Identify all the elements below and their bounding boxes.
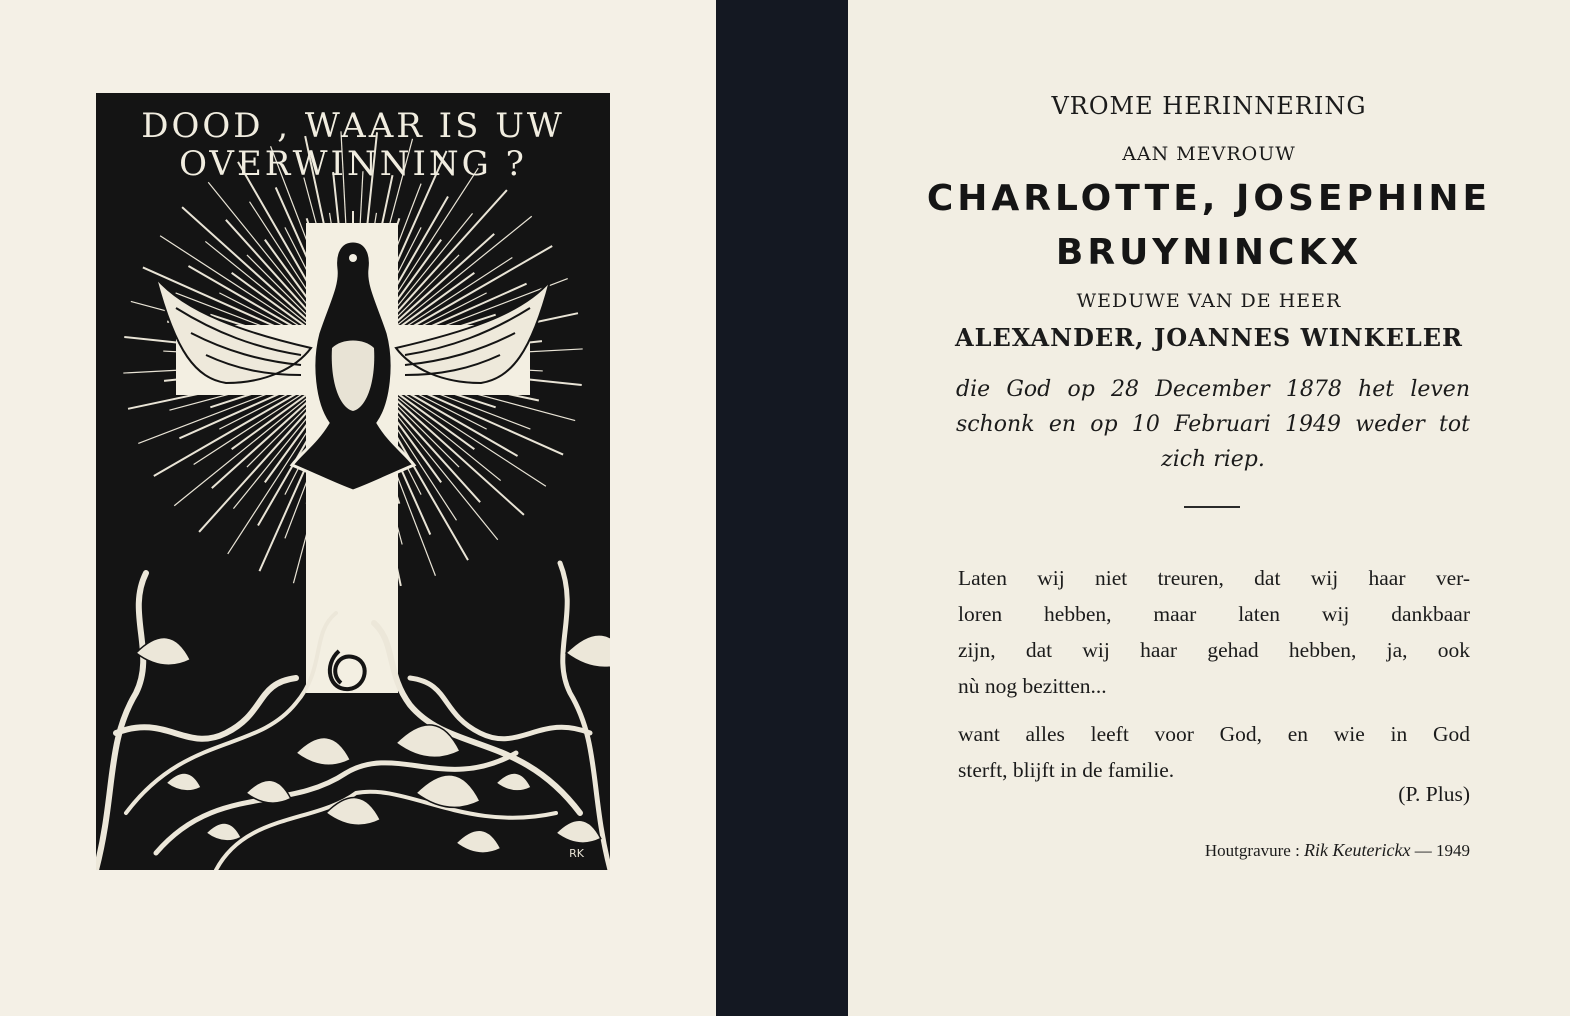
dates-line-2: schonk en op 10 Februari 1949 weder tot bbox=[956, 412, 1470, 437]
dates-line-3: zich riep. bbox=[1161, 447, 1265, 472]
quote-paragraph-1 bbox=[958, 560, 1470, 704]
quote1-line-2: loren hebben, maar laten wij dankbaar bbox=[958, 602, 1470, 626]
quote-paragraph-2 bbox=[958, 716, 1470, 788]
woodcut-title-line-1: DOOD , WAAR IS UW bbox=[141, 106, 565, 146]
woodcut-illustration bbox=[96, 93, 610, 870]
right-card-panel bbox=[848, 0, 1570, 1016]
engraving-credit bbox=[1205, 840, 1470, 861]
quote2-line-1: want alles leeft voor God, en wie in God bbox=[958, 722, 1470, 746]
credit-label: Houtgravure : bbox=[1204, 841, 1300, 860]
artist-monogram: RK bbox=[569, 847, 584, 860]
dates-line-1: die God op 28 December 1878 het leven bbox=[956, 377, 1470, 402]
quote2-line-2: sterft, blijft in de familie. bbox=[958, 758, 1175, 782]
quote1-line-1: Laten wij niet treuren, dat wij haar ver- bbox=[958, 566, 1470, 590]
addressed-to: AAN MEVROUW bbox=[1122, 143, 1296, 165]
deceased-name-line-1: CHARLOTTE, JOSEPHINE bbox=[926, 178, 1492, 219]
quote1-line-3: zijn, dat wij haar gehad hebben, ja, ook bbox=[958, 638, 1470, 662]
woodcut-title-line-2: OVERWINNING ? bbox=[179, 144, 527, 184]
woodcut-drawing bbox=[96, 93, 610, 870]
dove-icon bbox=[156, 241, 550, 491]
quote-source: (P. Plus) bbox=[1398, 782, 1470, 806]
quote1-line-4: nù nog bezitten... bbox=[958, 674, 1107, 698]
mourning-band bbox=[716, 0, 848, 1016]
deceased-name-line-2: BRUYNINCKX bbox=[1055, 232, 1363, 273]
divider-rule bbox=[1184, 506, 1240, 508]
credit-year: — 1949 bbox=[1414, 841, 1470, 860]
life-dates bbox=[956, 372, 1470, 477]
card-heading: VROME HERINNERING bbox=[1051, 92, 1367, 120]
husband-name: ALEXANDER, JOANNES WINKELER bbox=[955, 323, 1463, 352]
widow-of-label: WEDUWE VAN DE HEER bbox=[1076, 290, 1342, 312]
credit-artist: Rik Keuterickx bbox=[1304, 840, 1411, 860]
left-card-panel bbox=[0, 0, 716, 1016]
